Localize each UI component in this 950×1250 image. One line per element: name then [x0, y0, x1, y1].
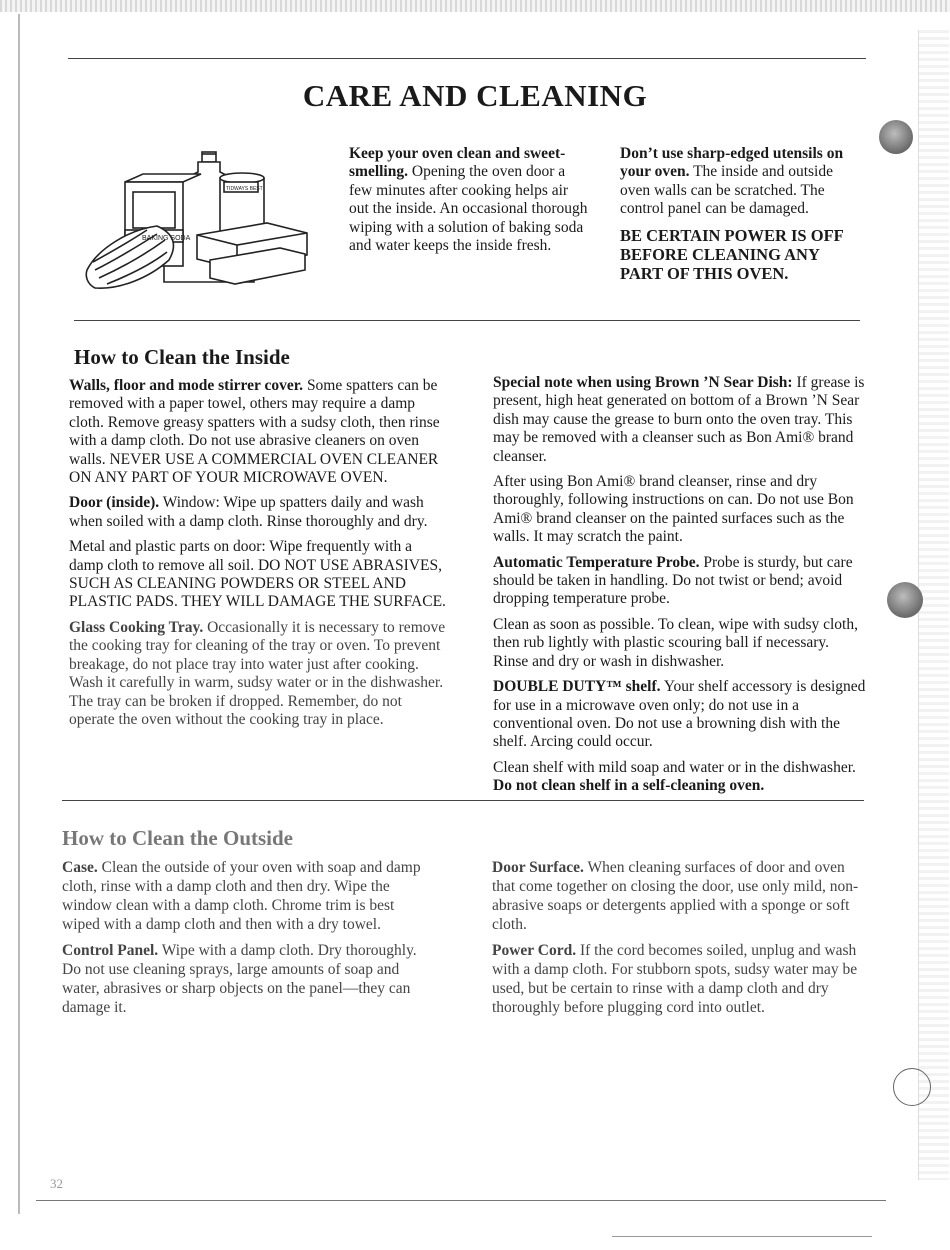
shelf-warning: Do not clean shelf in a self-cleaning oven. — [493, 777, 765, 795]
walls-floor-lead: Walls, floor and mode stirrer cover. — [69, 377, 304, 394]
glass-tray-body: Occasionally it is necessary to remove the cooking tray for cleaning of the tray or oven. To prevent breakage, do not place tray into water just after cooking. Wash it carefully in warm, sudsy water or in the dishwasher. The tray can be broken if dropped. Remember, do not operate the oven without the cooking tray in place. — [69, 618, 446, 728]
outside-left-col — [62, 858, 427, 1024]
brown-n-sear-lead: Special note when using Brown ’N Sear Dish: — [493, 374, 793, 391]
case-body: Clean the outside of your oven with soap and damp cloth, rinse with a damp cloth and then dry. Wipe the window clean with a damp cloth. Chrome trim is best wiped with a damp cloth and then with a dry towel. — [62, 859, 421, 933]
page-title: CARE AND CLEANING — [302, 78, 648, 113]
temp-probe-lead: Automatic Temperature Probe. — [493, 553, 700, 571]
power-cord-lead: Power Cord. — [492, 942, 577, 959]
intro-lead-1: Keep your oven clean and sweet-smelling. — [349, 145, 566, 181]
baking-soda-label: BAKING SODA — [142, 235, 191, 242]
binder-hole-bottom — [893, 1068, 931, 1106]
control-panel-lead: Control Panel. — [62, 942, 159, 959]
bottom-fragment-rule — [612, 1236, 872, 1237]
scan-top-band — [0, 0, 950, 12]
probe-clean-body: Clean as soon as possible. To clean, wipe with sudsy cloth, then rub lightly with plastic scouring ball if necessary. Rinse and dry or wash in dishwasher. — [493, 615, 858, 670]
door-inside-lead: Door (inside). — [69, 494, 160, 512]
cleaning-supplies-illustration — [85, 150, 310, 300]
binder-hole-middle — [887, 582, 923, 618]
inside-heading: How to Clean the Inside — [74, 345, 290, 369]
page-number: 32 — [50, 1176, 63, 1191]
power-cord-body: If the cord becomes soiled, unplug and wash with a damp cloth. For stubborn spots, sudsy water may be used, but be certain to rinse with a damp cloth and dry thoroughly before plugging cord into outlet. — [492, 942, 858, 1016]
bottle-label: TIDWAYS BEST — [226, 186, 263, 192]
power-off-warning: BE CERTAIN POWER IS OFF BEFORE CLEANING ANY PART OF THIS OVEN. — [620, 225, 844, 283]
brown-n-sear-body: If grease is present, high heat generated on bottom of a Brown ’N Sear dish may cause the grease to burn onto the oven tray. This may be removed with a cleanser such as Bon Ami® brand cleanser. — [493, 374, 865, 465]
rule-inside — [74, 320, 860, 321]
walls-floor-body: Some spatters can be removed with a paper towel, others may require a damp cloth. Remove greasy spatters with a sudsy cloth, then rinse with a damp cloth. Do not use abrasive cleaners on oven walls. NEVER USE A COMMERCIAL OVEN CLEANER ON ANY PART OF YOUR MICROWAVE OVEN. — [69, 377, 440, 487]
shelf-clean-body: Clean shelf with mild soap and water or in the dishwasher. — [493, 758, 856, 776]
binder-edge — [918, 30, 949, 1180]
double-duty-body: Your shelf accessory is designed for use in a microwave oven only; do not use in a conventional oven. Do not use a browning dish with the shelf. Arcing could occur. — [493, 678, 866, 751]
inside-right-col — [493, 374, 868, 803]
case-lead: Case. — [62, 859, 98, 876]
outside-heading: How to Clean the Outside — [62, 826, 293, 850]
door-surface-body: When cleaning surfaces of door and oven that come together on closing the door, use only mild, non-abrasive soaps or detergents applied with a sponge or soft cloth. — [492, 859, 859, 933]
binder-hole-top — [879, 120, 913, 154]
door-surface-lead: Door Surface. — [492, 859, 584, 876]
intro-col-2 — [620, 145, 865, 290]
glass-tray-lead: Glass Cooking Tray. — [69, 618, 204, 636]
outside-right-col — [492, 858, 862, 1024]
inside-left-col — [69, 377, 447, 736]
double-duty-lead: DOUBLE DUTY™ shelf. — [493, 678, 661, 696]
door-metal-plastic-body: Metal and plastic parts on door: Wipe frequently with a damp cloth to remove all soil. DO NOT USE ABRASIVES, SUCH AS CLEANING POWDERS OR STEEL AND PLASTIC PADS. THEY WILL DAMAGE THE SURFACE. — [69, 538, 446, 611]
bon-ami-body: After using Bon Ami® brand cleanser, rinse and dry thoroughly, following instructions on can. Do not use Bon Ami® brand cleanser on the painted surfaces such as the walls. It may scratch the paint. — [493, 473, 854, 546]
scan-left-edge — [18, 14, 20, 1214]
temp-probe-body: Probe is sturdy, but care should be taken in handling. Do not twist or bend; avoid dropping temperature probe. — [493, 553, 853, 608]
control-panel-body: Wipe with a damp cloth. Dry thoroughly. Do not use cleaning sprays, large amounts of soap and water, abrasives or sharp objects on the panel—they can damage it. — [62, 942, 417, 1016]
intro-lead-2: Don’t use sharp-edged utensils on your oven. — [620, 145, 844, 181]
top-rule — [68, 58, 866, 59]
rule-outside — [62, 800, 864, 801]
bottom-rule — [36, 1200, 886, 1201]
intro-col-1 — [349, 145, 589, 262]
intro-body-2: The inside and outside oven walls can be scratched. The control panel can be damaged. — [620, 163, 833, 218]
door-inside-body: Window: Wipe up spatters daily and wash when soiled with a damp cloth. Rinse thoroughly and dry. — [69, 494, 428, 530]
intro-body-1: Opening the oven door a few minutes after cooking helps air out the inside. An occasional thorough wiping with a solution of baking soda and water keeps the inside fresh. — [349, 163, 588, 255]
